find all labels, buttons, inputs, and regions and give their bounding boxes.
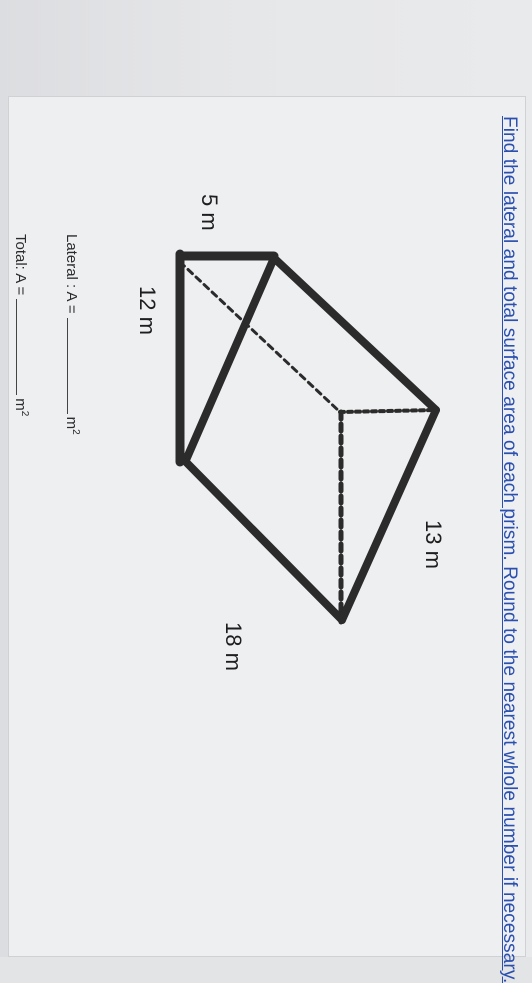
top-long-edge xyxy=(274,258,436,410)
total-area-unit xyxy=(12,398,29,416)
lateral-area-answer-row xyxy=(63,234,80,435)
lateral-area-unit xyxy=(63,417,80,435)
height-dimension-label: 5 m xyxy=(197,194,222,231)
lateral-area-unit-base: m xyxy=(63,416,80,430)
hypotenuse-dimension-label: 13 m xyxy=(421,520,446,569)
lateral-area-unit-exponent: 2 xyxy=(70,429,81,435)
lateral-area-answer-blank[interactable] xyxy=(67,318,80,414)
length-dimension-label: 18 m xyxy=(221,622,246,671)
back-hypotenuse-edge xyxy=(342,410,436,620)
total-area-label: Total: A = xyxy=(12,234,29,296)
base-dimension-label: 12 m xyxy=(135,286,160,335)
front-hypotenuse-edge xyxy=(186,258,274,460)
lateral-area-label: Lateral : A = xyxy=(63,234,80,314)
total-area-unit-base: m xyxy=(12,398,29,411)
total-area-answer-row xyxy=(12,234,29,416)
bottom-long-edge xyxy=(186,462,342,620)
instruction-text: Find the lateral and total surface area of each prism. Round to the nearest whole number if necessary. xyxy=(499,116,520,983)
total-area-unit-exponent: 2 xyxy=(19,410,30,417)
total-area-answer-blank[interactable] xyxy=(16,299,29,395)
hidden-edge-back-height xyxy=(340,410,436,412)
